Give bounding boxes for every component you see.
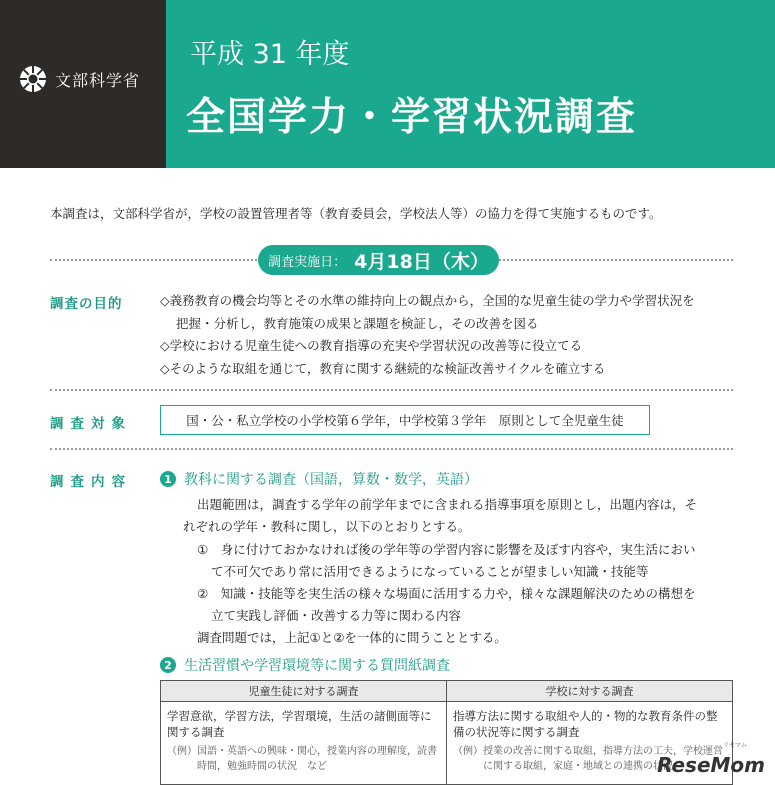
col-header-students: 児童生徒に対する調査 xyxy=(161,681,447,702)
date-label: 調査実施日： xyxy=(268,254,347,270)
questionnaire-title: 生活習慣や学習環境等に関する質問紙調査 xyxy=(184,658,450,674)
student-survey-cell xyxy=(161,702,447,785)
target-text: 国・公・私立学校の小学校第６学年，中学校第３学年 原則として全児童生徒 xyxy=(186,413,624,428)
cell-main-text xyxy=(167,708,440,740)
purpose-line: 把握・分析し，教育施策の成果と課題を検証し，その改善を図る xyxy=(176,315,539,331)
criterion-1: ① 身に付けておかなければ後の学年等の学習内容に影響を及ぼす内容や，実生活におい xyxy=(197,542,696,557)
mext-logo xyxy=(18,64,140,94)
header xyxy=(0,0,775,168)
subject-survey-title: 教科に関する調査（国語，算数・数学，英語） xyxy=(184,472,478,488)
purpose-line: ◇義務教育の機会均等とその水準の維持向上の観点から，全国的な児童生徒の学力や学習状況を xyxy=(160,293,695,308)
table-row xyxy=(161,702,733,785)
criterion-1-cont: て不可欠であり常に活用できるようになっていることが望ましい知識・技能等 xyxy=(211,564,649,579)
purpose-label: 調査の目的 xyxy=(50,296,123,312)
watermark-caption: リセマム xyxy=(723,742,747,749)
questionnaire-heading xyxy=(160,655,450,675)
target-label: 調査対象 xyxy=(50,416,132,432)
date-badge xyxy=(258,245,499,275)
mext-emblem-icon xyxy=(18,64,48,94)
scope-text: 出題範囲は，調査する学年の前学年までに含まれる指導事項を原則とし，出題内容は，そ xyxy=(197,497,698,512)
divider xyxy=(50,448,733,450)
title-banner xyxy=(166,0,775,168)
watermark-logo: ReseMom xyxy=(657,753,765,777)
page-title: 全国学力・学習状況調査 xyxy=(186,95,638,140)
target-box xyxy=(160,405,650,435)
cell-line: 備の状況等に関する調査 xyxy=(453,725,580,739)
number-badge: 1 xyxy=(160,471,176,487)
cell-line: 時間，勉強時間の状況 など xyxy=(167,761,327,772)
questionnaire-table xyxy=(160,680,733,785)
cell-line: に関する取組，家庭・地域との連携の状況 xyxy=(453,761,673,772)
cell-main-text xyxy=(453,708,726,740)
table-header-row xyxy=(161,681,733,702)
cell-line: 学習意欲，学習方法，学習環境，生活の諸側面等に xyxy=(167,709,432,723)
logo-panel xyxy=(0,0,166,168)
purpose-line: ◇学校における児童生徒への教育指導の充実や学習状況の改善等に役立てる xyxy=(160,338,583,353)
date-value: 4月18日（木） xyxy=(354,250,489,273)
col-header-schools: 学校に対する調査 xyxy=(447,681,733,702)
divider xyxy=(50,389,733,391)
cell-line: 関する調査 xyxy=(167,725,225,739)
cell-line: 指導方法に関する取組や人的・物的な教育条件の整 xyxy=(453,709,718,723)
survey-year: 平成 31 年度 xyxy=(190,39,350,70)
scope-text: れぞれの学年・教科に関し，以下のとおりとする。 xyxy=(183,519,471,534)
criterion-2-cont: 立て実践し評価・改善する力等に関わる内容 xyxy=(211,608,462,623)
number-badge: 2 xyxy=(160,657,176,673)
criterion-2: ② 知識・技能等を実生活の様々な場面に活用する力や，様々な課題解決のための構想を xyxy=(197,586,696,601)
cell-line: （例）授業の改善に関する取組，指導方法の工夫，学校運営 xyxy=(453,746,723,757)
integration-note: 調査問題では，上記①と②を一体的に問うこととする。 xyxy=(197,630,507,645)
subject-survey-heading xyxy=(160,469,478,489)
purpose-list xyxy=(160,290,740,380)
content-label: 調査内容 xyxy=(50,474,132,490)
purpose-line: ◇そのような取組を通じて，教育に関する継続的な検証改善サイクルを確立する xyxy=(160,360,606,376)
cell-example xyxy=(167,744,440,774)
cell-line: （例）国語・英語への興味・関心，授業内容の理解度，読書 xyxy=(167,746,437,757)
intro-text: 本調査は，文部科学省が，学校の設置管理者等（教育委員会，学校法人等）の協力を得て実施するものです。 xyxy=(50,206,662,221)
org-name: 文部科学省 xyxy=(55,70,141,90)
